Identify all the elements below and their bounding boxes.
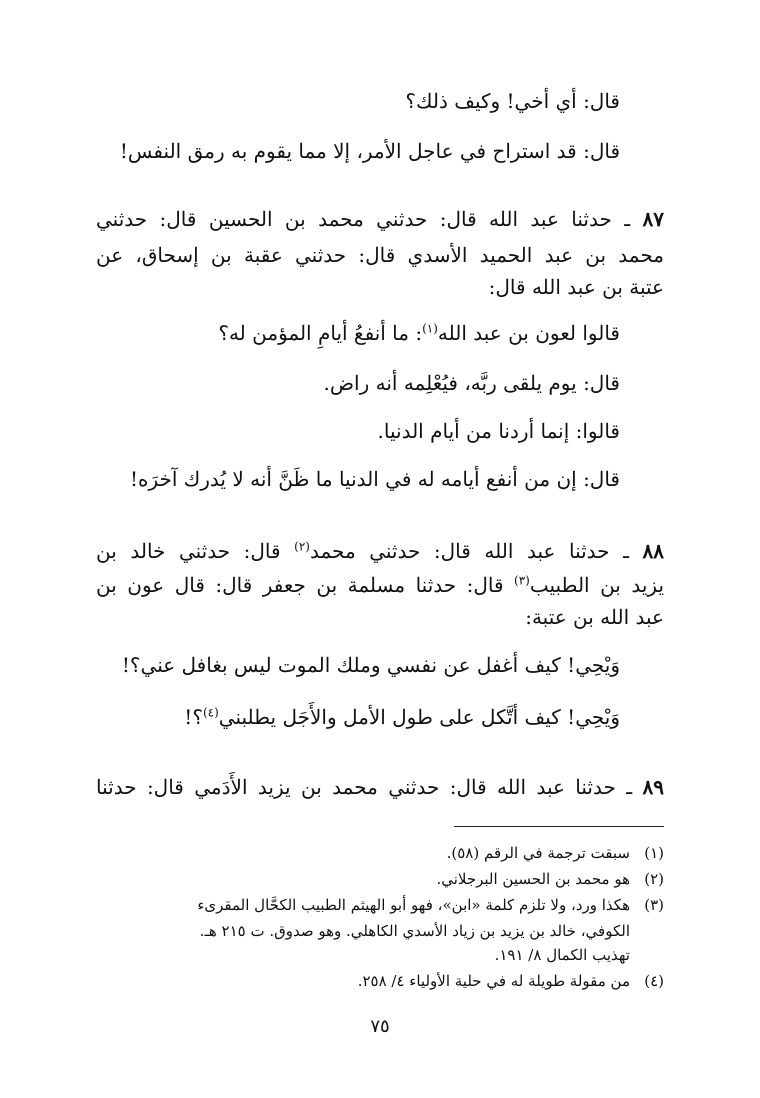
- verse-2-text-a: وَيْحِي! كيف أتَّكل على طول الأمل والأَجَل يطلبني: [218, 705, 620, 729]
- paragraph-number-88: ٨٨: [642, 539, 664, 563]
- paragraph-number-87: ٨٧: [642, 207, 665, 231]
- paragraph-87-line-2: محمد بن عبد الحميد الأسدي قال: حدثني عقبة بن إسحاق، عن: [96, 243, 664, 267]
- dialogue-line-2: قال: قد استراح في عاجل الأمر، إلا مما يقوم به رمق النفس!: [119, 139, 620, 163]
- footnote-2: [436, 868, 664, 890]
- paragraph-87-line-3: عتبة بن عبد الله قال:: [488, 275, 664, 299]
- dialogue-line-1: قال: أي أخي! وكيف ذلك؟: [405, 89, 620, 113]
- paragraph-88-text-2b: قال: حدثنا مسلمة بن جعفر قال: قال عون بن: [96, 573, 515, 597]
- footnote-1-text: سبقت ترجمة في الرقم (٥٨).: [446, 844, 630, 862]
- paragraph-87-text-1: ـ حدثنا عبد الله قال: حدثني محمد بن الحسين قال: حدثني: [96, 207, 631, 231]
- paragraph-88-text-1b: قال: حدثني خالد بن: [96, 539, 295, 563]
- footnote-4-text: من مقولة طويلة له في حلية الأولياء ٤/ ٢٥٨.: [357, 972, 630, 990]
- footnote-ref-4: (٤): [202, 705, 219, 720]
- quote-line-2: قال: يوم يلقى ربَّه، فيُعْلِمه أنه راض.: [323, 371, 620, 395]
- paragraph-88-text-2a: يزيد بن الطبيب: [529, 573, 665, 597]
- paragraph-87-line-1: [96, 204, 664, 234]
- footnote-3-text-2: الكوفي، خالد بن يزيد بن زياد الأسدي الكاهلي. وهو صدوق. ت ٢١٥ هـ.: [199, 922, 630, 940]
- paragraph-88-line-2: [96, 570, 664, 600]
- paragraph-89-text-1: ـ حدثنا عبد الله قال: حدثني محمد بن يزيد الأَدَمي قال: حدثنا: [96, 775, 633, 799]
- paragraph-88-line-1: [96, 536, 664, 566]
- footnote-2-number: (٢): [644, 870, 664, 888]
- footnote-4-number: (٤): [644, 972, 664, 990]
- footnote-ref-3: (٣): [514, 573, 530, 588]
- footnote-1: [447, 842, 664, 864]
- quote-1-text-a: قالوا لعون بن عبد الله: [437, 321, 620, 345]
- paragraph-88-text-1a: ـ حدثنا عبد الله قال: حدثني محمد: [309, 539, 629, 563]
- footnote-3: [197, 894, 664, 916]
- footnote-3-continued-2: [495, 944, 664, 966]
- paragraph-89-line-1: [96, 772, 664, 802]
- footnote-separator: [454, 826, 664, 827]
- page-number: ٧٥: [370, 1016, 390, 1037]
- footnote-4: [358, 970, 664, 992]
- footnote-3-text: هكذا ورد، ولا تلزم كلمة «ابن»، فهو أبو الهيثم الطبيب الكحَّال المقرىء: [197, 896, 630, 914]
- footnote-3-text-3: تهذيب الكمال ٨/ ١٩١.: [494, 946, 630, 964]
- paragraph-88-line-3: عبد الله بن عتبة:: [525, 605, 664, 629]
- quote-line-3: قالوا: إنما أردنا من أيام الدنيا.: [377, 419, 620, 443]
- verse-2-text-b: ؟!: [184, 705, 203, 729]
- footnote-ref-2: (٢): [294, 539, 310, 554]
- verse-line-1: وَيْحِي! كيف أغفل عن نفسي وملك الموت ليس بغافل عني؟!: [121, 653, 620, 677]
- quote-line-1: [218, 318, 620, 348]
- footnote-3-number: (٣): [644, 896, 664, 914]
- footnote-ref-1: (١): [422, 321, 438, 336]
- footnote-1-number: (١): [644, 844, 664, 862]
- verse-line-2: [184, 702, 620, 732]
- paragraph-number-89: ٨٩: [642, 775, 665, 799]
- quote-1-text-b: : ما أنفعُ أيامِ المؤمن له؟: [218, 321, 423, 345]
- footnote-2-text: هو محمد بن الحسين البرجلاني.: [436, 870, 630, 888]
- quote-line-4: قال: إن من أنفع أيامه له في الدنيا ما ظَنَّ أنه لا يُدرك آخرَه!: [129, 467, 620, 491]
- footnote-3-continued-1: [200, 920, 664, 942]
